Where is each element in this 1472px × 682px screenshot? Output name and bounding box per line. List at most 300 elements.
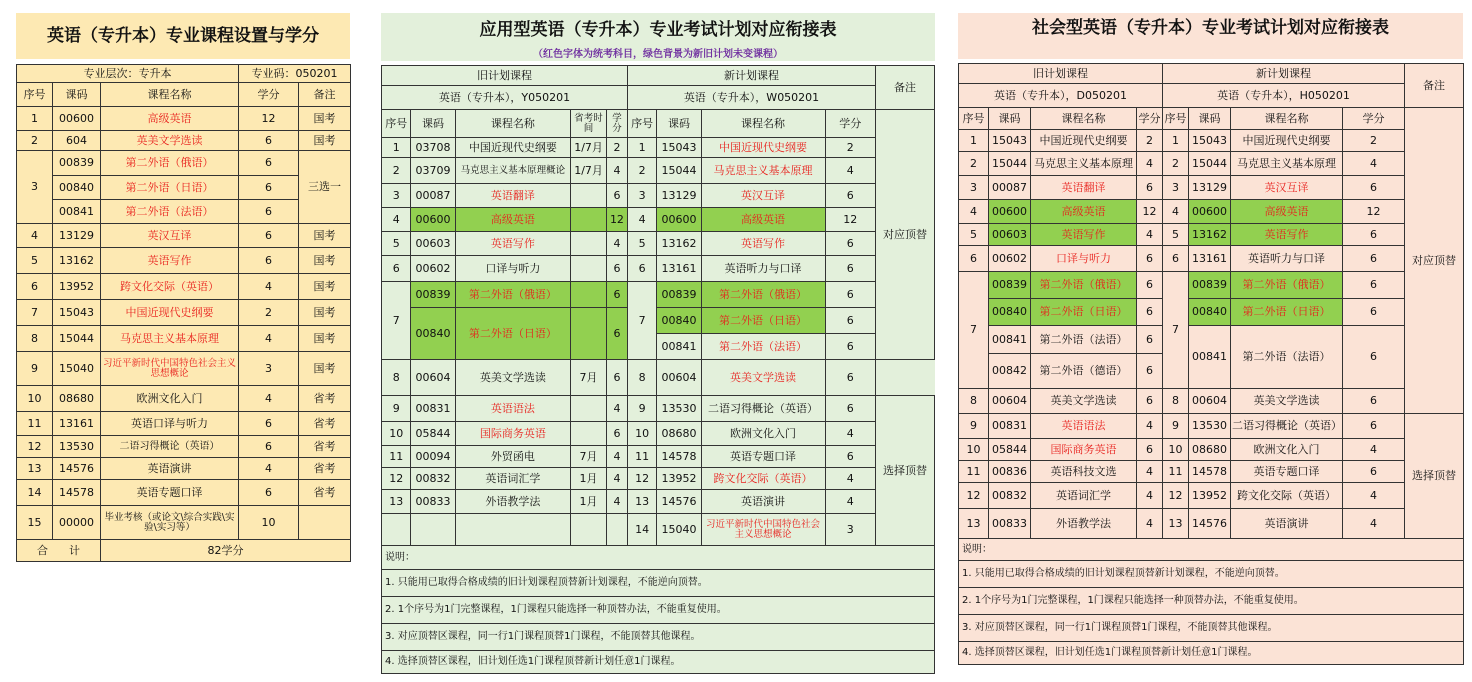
name-cell: 英美文学选读 [701, 360, 825, 396]
table-row [959, 200, 1464, 224]
major-code: 专业码：050201 [239, 65, 351, 83]
time-cell: 1月 [571, 490, 607, 514]
seq-cell: 2 [959, 152, 989, 176]
name-cell: 英语专题口译 [1231, 461, 1343, 483]
seq-cell: 12 [627, 468, 656, 490]
seq-cell: 5 [382, 232, 411, 256]
seq-cell: 8 [627, 360, 656, 396]
credit-cell: 6 [606, 256, 627, 282]
name-cell: 跨文化交际（英语） [701, 468, 825, 490]
code-cell: 13952 [53, 274, 101, 300]
total-value: 82学分 [101, 540, 351, 562]
time-cell: 1/7月 [571, 138, 607, 158]
code-cell: 00600 [657, 208, 701, 232]
seq-cell: 6 [627, 256, 656, 282]
name-cell: 英语翻译 [455, 184, 571, 208]
time-cell [571, 208, 607, 232]
header-cell: 课码 [657, 110, 701, 138]
seq-cell: 5 [627, 232, 656, 256]
table-row [959, 509, 1464, 539]
time-cell [571, 308, 607, 360]
name-cell: 中国近现代史纲要 [1031, 130, 1137, 152]
credit-cell: 6 [825, 308, 875, 334]
header-cell: 课码 [1189, 108, 1231, 130]
name-cell: 欧洲文化入门 [1231, 439, 1343, 461]
table-row [959, 389, 1464, 414]
name-cell: 英语演讲 [1231, 509, 1343, 539]
header-cell: 课程名称 [101, 83, 239, 107]
code-cell: 00831 [411, 396, 455, 422]
code-cell: 00841 [53, 200, 101, 224]
table-row [382, 308, 935, 334]
credit-cell: 6 [1137, 299, 1163, 326]
table-row [17, 65, 351, 83]
name-cell: 高级英语 [455, 208, 571, 232]
name-cell: 习近平新时代中国特色社会主义思想概论 [701, 514, 825, 546]
credit-cell: 6 [239, 131, 299, 151]
code-cell: 00840 [411, 308, 455, 360]
credit-cell: 2 [1137, 130, 1163, 152]
credit-cell: 6 [825, 446, 875, 468]
name-cell: 英语语法 [455, 396, 571, 422]
seq-cell: 6 [382, 256, 411, 282]
table-row [17, 224, 351, 248]
seq-cell: 11 [959, 461, 989, 483]
code-cell: 13129 [53, 224, 101, 248]
note-row [959, 615, 1464, 642]
header-cell: 省考时间 [571, 110, 607, 138]
code-cell: 14578 [657, 446, 701, 468]
seq-cell: 3 [627, 184, 656, 208]
name-cell: 英语写作 [455, 232, 571, 256]
seq-cell: 3 [1163, 176, 1189, 200]
seq-cell: 10 [1163, 439, 1189, 461]
code-cell: 00839 [1189, 272, 1231, 299]
code-cell: 00832 [989, 483, 1031, 509]
credit-cell: 12 [1137, 200, 1163, 224]
credit-cell: 4 [606, 490, 627, 514]
name-cell: 中国近现代史纲要 [1231, 130, 1343, 152]
mapping-table [958, 63, 1464, 665]
name-cell: 第二外语（日语） [701, 308, 825, 334]
credit-cell: 6 [1343, 272, 1405, 299]
code-cell: 00600 [1189, 200, 1231, 224]
seq-cell: 11 [17, 412, 53, 436]
note-cell: 国考 [299, 131, 351, 151]
seq-cell: 4 [1163, 200, 1189, 224]
header-cell: 学分 [1343, 108, 1405, 130]
name-cell: 英语专题口译 [101, 480, 239, 506]
old-major: 英语（专升本），Y050201 [382, 86, 628, 110]
credit-cell: 6 [239, 151, 299, 176]
code-cell: 00832 [411, 468, 455, 490]
seq-cell: 12 [382, 468, 411, 490]
seq-cell: 7 [382, 282, 411, 360]
name-cell: 马克思主义基本原理 [701, 158, 825, 184]
note-text: 1. 只能用已取得合格成绩的旧计划课程顶替新计划课程，不能逆向顶替。 [382, 570, 935, 597]
code-cell: 05844 [411, 422, 455, 446]
credit-cell: 2 [825, 138, 875, 158]
credit-cell: 6 [239, 480, 299, 506]
name-cell: 英美文学选读 [1231, 389, 1343, 414]
code-cell: 13161 [53, 412, 101, 436]
name-cell: 英汉互译 [701, 184, 825, 208]
seq-cell: 13 [1163, 509, 1189, 539]
note-cell: 国考 [299, 224, 351, 248]
credit-cell: 4 [1137, 224, 1163, 246]
table-row [382, 514, 935, 546]
name-cell: 跨文化交际（英语） [1231, 483, 1343, 509]
old-major: 英语（专升本），D050201 [959, 84, 1163, 108]
name-cell: 英语写作 [1231, 224, 1343, 246]
header-cell: 序号 [17, 83, 53, 107]
code-cell: 13162 [53, 248, 101, 274]
table-row [17, 300, 351, 326]
time-cell [571, 232, 607, 256]
seq-cell: 1 [627, 138, 656, 158]
table-row [959, 272, 1464, 299]
note-row [959, 642, 1464, 665]
mapping-table [381, 65, 935, 674]
name-cell: 欧洲文化入门 [701, 422, 825, 446]
time-cell: 1/7月 [571, 158, 607, 184]
name-cell: 马克思主义基本原理 [1031, 152, 1137, 176]
name-cell: 马克思主义基本原理概论 [455, 158, 571, 184]
code-cell: 00000 [53, 506, 101, 540]
total-label [17, 540, 101, 562]
code-cell: 00839 [53, 151, 101, 176]
curriculum-table [16, 64, 351, 562]
credit-cell: 6 [606, 184, 627, 208]
name-cell: 英语翻译 [1031, 176, 1137, 200]
table-row [17, 326, 351, 352]
remark-header: 备注 [876, 66, 935, 110]
code-cell: 00603 [411, 232, 455, 256]
header-cell: 学分 [606, 110, 627, 138]
table-row [382, 232, 935, 256]
credit-cell: 6 [239, 436, 299, 458]
credit-cell: 6 [1137, 176, 1163, 200]
table-row [382, 158, 935, 184]
name-cell: 第二外语（日语） [1231, 299, 1343, 326]
header-cell: 序号 [382, 110, 411, 138]
note-row [959, 588, 1464, 615]
name-cell: 马克思主义基本原理 [101, 326, 239, 352]
name-cell: 中国近现代史纲要 [101, 300, 239, 326]
remark-cell: 对应顶替 [876, 110, 935, 360]
credit-cell: 6 [825, 256, 875, 282]
name-cell: 欧洲文化入门 [101, 386, 239, 412]
code-cell: 05844 [989, 439, 1031, 461]
name-cell: 英语写作 [1031, 224, 1137, 246]
name-cell: 马克思主义基本原理 [1231, 152, 1343, 176]
seq-cell: 4 [627, 208, 656, 232]
credit-cell: 6 [1137, 326, 1163, 354]
name-cell: 英语写作 [101, 248, 239, 274]
seq-cell: 10 [627, 422, 656, 446]
credit-cell: 4 [606, 396, 627, 422]
table-row [959, 326, 1464, 354]
credit-cell: 6 [1343, 246, 1405, 272]
code-cell: 00604 [657, 360, 701, 396]
credit-cell: 6 [239, 412, 299, 436]
table-row [17, 107, 351, 131]
code-cell: 00840 [989, 299, 1031, 326]
code-cell: 00604 [989, 389, 1031, 414]
name-cell: 英美文学选读 [1031, 389, 1137, 414]
name-cell: 二语习得概论（英语） [701, 396, 825, 422]
credit-cell: 6 [825, 232, 875, 256]
credit-cell: 6 [1137, 354, 1163, 389]
code-cell: 15044 [1189, 152, 1231, 176]
seq-cell: 6 [1163, 246, 1189, 272]
credit-cell: 4 [825, 422, 875, 446]
credit-cell: 2 [1343, 130, 1405, 152]
credit-cell: 6 [825, 282, 875, 308]
name-cell: 英语科技文选 [1031, 461, 1137, 483]
code-cell: 08680 [53, 386, 101, 412]
code-cell: 15040 [657, 514, 701, 546]
table-row [17, 386, 351, 412]
name-cell: 高级英语 [701, 208, 825, 232]
header-cell: 备注 [299, 83, 351, 107]
major-level: 专业层次：专升本 [17, 65, 239, 83]
code-cell: 00602 [989, 246, 1031, 272]
header-cell: 课码 [989, 108, 1031, 130]
table-row [959, 483, 1464, 509]
seq-cell: 3 [382, 184, 411, 208]
table-row [959, 130, 1464, 152]
new-major: 英语（专升本），H050201 [1163, 84, 1405, 108]
seq-cell: 2 [1163, 152, 1189, 176]
name-cell: 英语词汇学 [455, 468, 571, 490]
credit-cell: 6 [1343, 389, 1405, 414]
seq-cell: 4 [17, 224, 53, 248]
credit-cell: 6 [825, 396, 875, 422]
name-cell: 第二外语（日语） [101, 176, 239, 200]
seq-cell: 13 [959, 509, 989, 539]
subtitle-text: （红色字体为统考科目，绿色背景为新旧计划未变课程） [533, 49, 783, 60]
table-row [959, 461, 1464, 483]
table-row [382, 184, 935, 208]
credit-cell: 4 [1343, 483, 1405, 509]
name-cell: 第二外语（俄语） [1031, 272, 1137, 299]
time-cell [571, 282, 607, 308]
name-cell: 英语写作 [701, 232, 825, 256]
time-cell: 7月 [571, 360, 607, 396]
note-cell: 省考 [299, 436, 351, 458]
table-row [382, 282, 935, 308]
credit-cell: 6 [1137, 439, 1163, 461]
name-cell: 英汉互译 [101, 224, 239, 248]
code-cell: 00604 [411, 360, 455, 396]
seq-cell: 7 [1163, 272, 1189, 389]
name-cell: 第二外语（俄语） [1231, 272, 1343, 299]
table-row [959, 152, 1464, 176]
code-cell: 14578 [53, 480, 101, 506]
seq-cell: 3 [959, 176, 989, 200]
seq-cell: 4 [959, 200, 989, 224]
time-cell [571, 256, 607, 282]
note-row [382, 624, 935, 651]
header-cell: 序号 [959, 108, 989, 130]
credit-cell: 6 [1343, 224, 1405, 246]
social-english-panel [958, 13, 1463, 665]
seq-cell: 2 [627, 158, 656, 184]
seq-cell: 8 [1163, 389, 1189, 414]
code-cell: 13530 [1189, 414, 1231, 439]
name-cell: 第二外语（俄语） [101, 151, 239, 176]
seq-cell: 8 [17, 326, 53, 352]
seq-cell: 2 [382, 158, 411, 184]
credit-cell: 12 [825, 208, 875, 232]
code-cell: 00604 [1189, 389, 1231, 414]
note-text: 1. 只能用已取得合格成绩的旧计划课程顶替新计划课程，不能逆向顶替。 [959, 561, 1464, 588]
table-header-row [959, 108, 1464, 130]
credit-cell: 4 [1343, 439, 1405, 461]
note-cell: 国考 [299, 107, 351, 131]
code-cell: 00600 [989, 200, 1031, 224]
credit-cell: 6 [606, 360, 627, 396]
credit-cell: 6 [1137, 272, 1163, 299]
note-cell [299, 506, 351, 540]
seq-cell: 15 [17, 506, 53, 540]
table-row [17, 274, 351, 300]
curriculum-panel [16, 13, 350, 562]
code-cell: 00833 [411, 490, 455, 514]
remark-cell: 对应顶替 [1405, 108, 1464, 414]
note-text: 2. 1个序号为1门完整课程，1门课程只能选择一种顶替办法，不能重复使用。 [382, 597, 935, 624]
note-cell: 国考 [299, 352, 351, 386]
note-row [382, 651, 935, 674]
credit-cell: 12 [606, 208, 627, 232]
table-row [17, 412, 351, 436]
name-cell: 第二外语（法语） [701, 334, 825, 360]
code-cell: 00600 [53, 107, 101, 131]
credit-cell: 4 [606, 468, 627, 490]
credit-cell: 4 [1137, 509, 1163, 539]
credit-cell: 4 [606, 446, 627, 468]
header-cell: 学分 [825, 110, 875, 138]
seq-cell: 1 [382, 138, 411, 158]
header-cell: 课程名称 [1031, 108, 1137, 130]
note-row [959, 561, 1464, 588]
name-cell: 英语语法 [1031, 414, 1137, 439]
name-cell: 英语演讲 [701, 490, 825, 514]
code-cell: 15043 [53, 300, 101, 326]
header-cell: 学分 [239, 83, 299, 107]
seq-cell: 4 [382, 208, 411, 232]
remark-cell: 选择顶替 [1405, 414, 1464, 539]
table-row [382, 360, 935, 396]
old-plan-header: 旧计划课程 [382, 66, 628, 86]
table-row [959, 84, 1464, 108]
seq-cell: 12 [17, 436, 53, 458]
code-cell: 00094 [411, 446, 455, 468]
table-row [17, 436, 351, 458]
credit-cell: 6 [1137, 389, 1163, 414]
name-cell: 第二外语（法语） [1031, 326, 1137, 354]
name-cell: 第二外语（法语） [1231, 326, 1343, 389]
code-cell: 13162 [657, 232, 701, 256]
name-cell: 口译与听力 [455, 256, 571, 282]
code-cell: 00840 [1189, 299, 1231, 326]
seq-cell: 1 [959, 130, 989, 152]
code-cell: 13530 [657, 396, 701, 422]
credit-cell: 4 [239, 386, 299, 412]
code-cell: 13129 [1189, 176, 1231, 200]
title-text: 应用型英语（专升本）专业考试计划对应衔接表 [479, 20, 837, 40]
credit-cell: 6 [239, 224, 299, 248]
code-cell: 00831 [989, 414, 1031, 439]
name-cell: 外语教学法 [455, 490, 571, 514]
code-cell: 08680 [1189, 439, 1231, 461]
time-cell: 1月 [571, 468, 607, 490]
name-cell: 高级英语 [101, 107, 239, 131]
panel-title: 英语（专升本）专业课程设置与学分 [16, 13, 350, 59]
note-row [382, 570, 935, 597]
code-cell: 15044 [989, 152, 1031, 176]
code-cell: 14576 [657, 490, 701, 514]
code-cell: 00833 [989, 509, 1031, 539]
table-row [959, 299, 1464, 326]
seq-cell: 11 [627, 446, 656, 468]
credit-cell: 4 [825, 158, 875, 184]
note-cell: 国考 [299, 248, 351, 274]
credit-cell: 4 [239, 274, 299, 300]
credit-cell: 4 [1137, 461, 1163, 483]
credit-cell: 6 [1137, 246, 1163, 272]
table-row [382, 490, 935, 514]
seq-cell: 11 [1163, 461, 1189, 483]
new-major: 英语（专升本），W050201 [627, 86, 875, 110]
credit-cell: 6 [239, 248, 299, 274]
old-plan-header: 旧计划课程 [959, 64, 1163, 84]
time-cell: 7月 [571, 446, 607, 468]
note-cell: 国考 [299, 300, 351, 326]
seq-cell: 13 [17, 458, 53, 480]
code-cell: 13952 [1189, 483, 1231, 509]
name-cell: 口译与听力 [1031, 246, 1137, 272]
code-cell: 13161 [657, 256, 701, 282]
code-cell: 00840 [53, 176, 101, 200]
table-row [17, 151, 351, 176]
code-cell: 13530 [53, 436, 101, 458]
note-row [382, 597, 935, 624]
seq-cell: 12 [1163, 483, 1189, 509]
seq-cell: 1 [17, 107, 53, 131]
code-cell: 00841 [657, 334, 701, 360]
code-cell: 15040 [53, 352, 101, 386]
name-cell: 国际商务英语 [1031, 439, 1137, 461]
time-cell [571, 422, 607, 446]
name-cell: 外贸函电 [455, 446, 571, 468]
seq-cell: 2 [17, 131, 53, 151]
name-cell: 第二外语（日语） [1031, 299, 1137, 326]
table-row [382, 256, 935, 282]
code-cell: 15044 [657, 158, 701, 184]
credit-cell: 12 [1343, 200, 1405, 224]
name-cell: 国际商务英语 [455, 422, 571, 446]
time-cell [571, 396, 607, 422]
panel-title: 社会型英语（专升本）专业考试计划对应衔接表 [958, 13, 1463, 59]
code-cell: 00836 [989, 461, 1031, 483]
seq-cell: 7 [17, 300, 53, 326]
name-cell: 第二外语（日语） [455, 308, 571, 360]
code-cell: 00600 [411, 208, 455, 232]
table-row [959, 176, 1464, 200]
panel-title [381, 13, 935, 61]
